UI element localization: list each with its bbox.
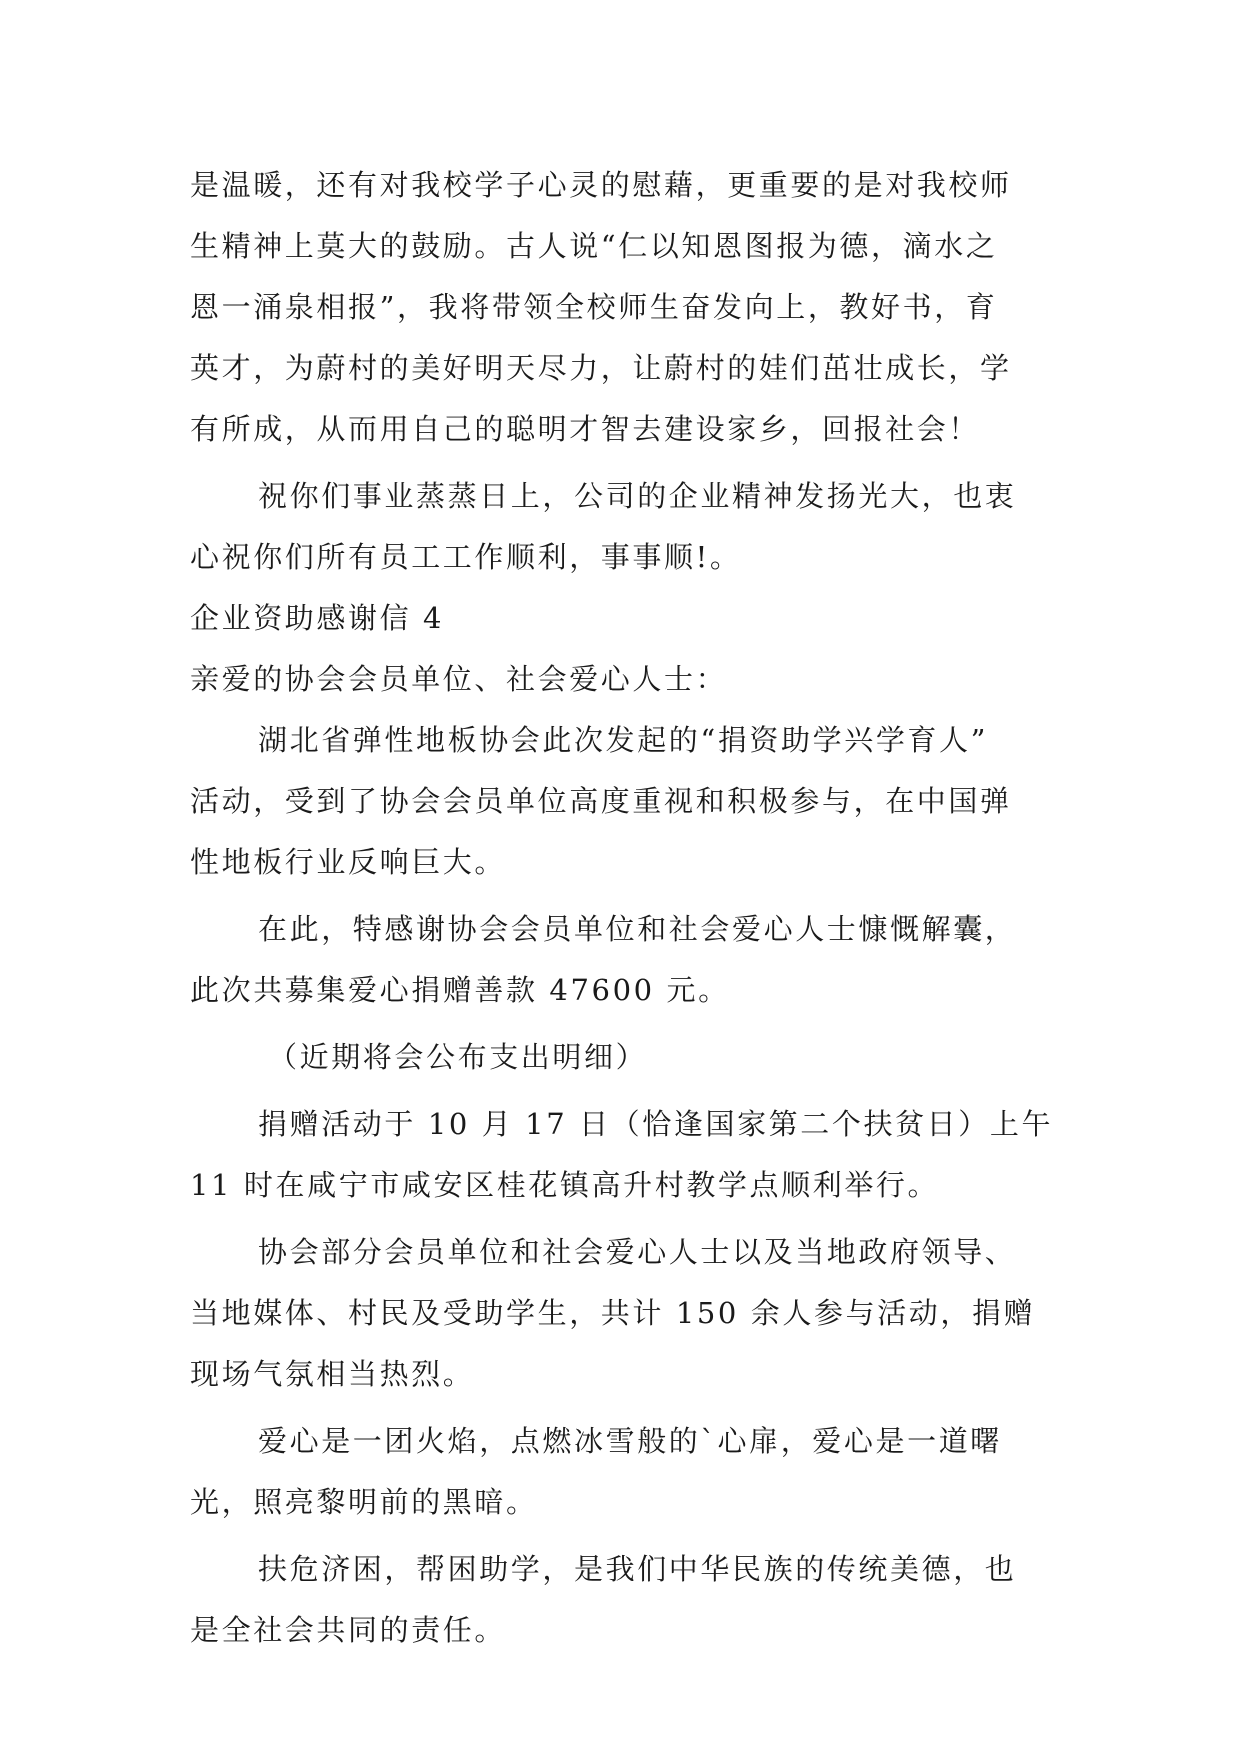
paragraph-line: 协会部分会员单位和社会爱心人士以及当地政府领导、 <box>258 1235 1017 1269</box>
paragraph-line: 湖北省弹性地板协会此次发起的“捐资助学兴学育人” <box>258 723 989 757</box>
paragraph-line: 光，照亮黎明前的黑暗。 <box>190 1485 538 1519</box>
paragraph-line: 此次共募集爱心捐赠善款 47600 元。 <box>190 973 730 1007</box>
paragraph-line: 在此，特感谢协会会员单位和社会爱心人士慷慨解囊， <box>258 912 1017 946</box>
document-body <box>190 155 1054 1661</box>
paragraph-line: 扶危济困，帮困助学，是我们中华民族的传统美德，也 <box>258 1552 1017 1586</box>
paragraph-line: 是全社会共同的责任。 <box>190 1613 507 1647</box>
paragraph-line: 11 时在咸宁市咸安区桂花镇高升村教学点顺利举行。 <box>190 1168 940 1202</box>
note-line: （近期将会公布支出明细） <box>268 1040 648 1074</box>
paragraph-line: 现场气氛相当热烈。 <box>190 1357 475 1391</box>
body-line: 恩一涌泉相报”，我将带领全校师生奋发向上，教好书，育 <box>190 290 998 324</box>
closing-wish-line: 祝你们事业蒸蒸日上，公司的企业精神发扬光大，也衷 <box>258 479 1017 513</box>
paragraph-line: 当地媒体、村民及受助学生，共计 150 余人参与活动，捐赠 <box>190 1296 1036 1330</box>
body-line: 生精神上莫大的鼓励。古人说“仁以知恩图报为德，滴水之 <box>190 229 998 263</box>
paragraph-line: 爱心是一团火焰，点燃冰雪般的`心扉，爱心是一道曙 <box>258 1424 1002 1458</box>
closing-wish-line: 心祝你们所有员工工作顺利，事事顺!。 <box>190 540 742 574</box>
paragraph-line: 捐赠活动于 10 月 17 日（恰逢国家第二个扶贫日）上午 <box>258 1107 1054 1141</box>
paragraph-line: 性地板行业反响巨大。 <box>190 845 507 879</box>
body-line: 是温暖，还有对我校学子心灵的慰藉，更重要的是对我校师 <box>190 168 1012 202</box>
letter-heading: 企业资助感谢信 4 <box>190 601 445 635</box>
body-line: 英才，为蔚村的美好明天尽力，让蔚村的娃们茁壮成长，学 <box>190 351 1012 385</box>
body-line: 有所成，从而用自己的聪明才智去建设家乡，回报社会！ <box>190 412 981 446</box>
paragraph-line: 活动，受到了协会会员单位高度重视和积极参与，在中国弹 <box>190 784 1012 818</box>
salutation: 亲爱的协会会员单位、社会爱心人士： <box>190 662 728 696</box>
